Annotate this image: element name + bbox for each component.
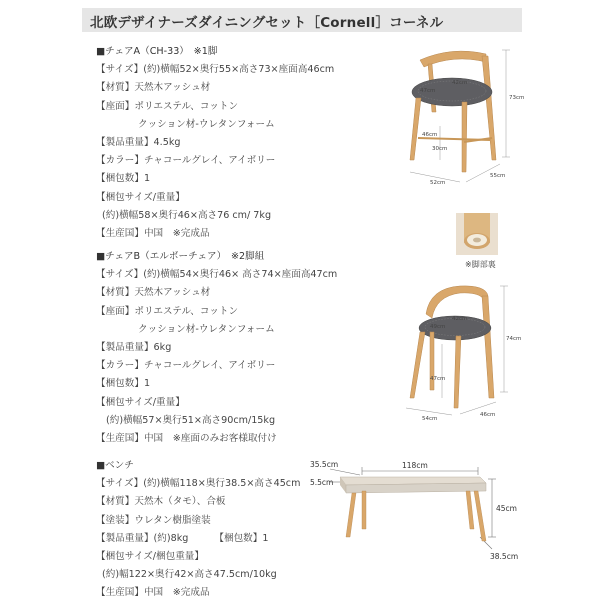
chair-a-dim-leg: 30cm (432, 146, 448, 152)
chair-b-package-size-label: 【梱包サイズ/重量】 (96, 396, 185, 408)
chair-a-heading: ■チェアA（CH-33） ※1脚 (96, 46, 218, 57)
bench-dim-top-depth: 35.5cm (310, 460, 339, 469)
chair-a-package-count: 【梱包数】1 (96, 173, 151, 185)
bench-size: 【サイズ】(約)横幅118×奥行38.5×高さ45cm (96, 478, 301, 490)
bench-package-size: (約)幅122×奥行42×高さ47.5cm/10kg (102, 569, 277, 581)
bench-weight: 【製品重量】(約)8kg (96, 532, 189, 544)
chair-a-dim-height: 73cm (509, 95, 525, 101)
title-bar (82, 8, 522, 32)
bench-finish: 【塗装】ウレタン樹脂塗装 (96, 514, 211, 526)
chair-b-package-size: (約)横幅57×奥行51×高さ90cm/15kg (106, 414, 276, 426)
chair-b-weight: 【製品重量】6kg (96, 341, 172, 353)
bench-heading: ■ベンチ (96, 460, 134, 471)
chair-a-package-size-label: 【梱包サイズ/重量】 (96, 191, 185, 203)
chair-a-cushion: クッション材-ウレタンフォーム (138, 118, 275, 130)
chair-b-dim-seat-height: 47cm (430, 376, 446, 382)
chair-a-dim-width: 52cm (430, 180, 446, 186)
chair-a-dim-seat-depth: 42cm (452, 80, 468, 86)
chair-a-dim-seat-width: 47cm (420, 88, 436, 94)
bench-diagram (310, 455, 520, 565)
chair-b-dim-depth: 46cm (480, 412, 496, 418)
bench-material: 【材質】天然木（タモ）、合板 (96, 496, 226, 508)
bench-dim-depth: 38.5cm (490, 552, 519, 561)
bench-origin: 【生産国】中国 ※完成品 (96, 587, 210, 599)
chair-a-size: 【サイズ】(約)横幅52×奥行55×高さ73×座面高46cm (96, 64, 335, 76)
chair-b-diagram (400, 280, 520, 430)
chair-b-cushion: クッション材-ウレタンフォーム (138, 323, 275, 335)
chair-b-material: 【材質】天然木アッシュ材 (96, 287, 211, 299)
chair-b-dim-seat-width: 49cm (430, 324, 446, 330)
foot-underside-caption: ※脚部裏 (465, 260, 496, 269)
chair-a-dim-depth: 55cm (490, 173, 506, 179)
foot-underside-photo (456, 213, 498, 255)
chair-b-seat: 【座面】ポリエステル、コットン (96, 305, 239, 317)
chair-a-material: 【材質】天然木アッシュ材 (96, 82, 211, 94)
chair-b-specs (96, 248, 337, 448)
chair-b-color: 【カラー】チャコールグレイ、アイボリー (96, 360, 276, 372)
chair-a-diagram (394, 42, 525, 192)
spec-sheet (82, 0, 525, 600)
chair-a-origin: 【生産国】中国 ※完成品 (96, 227, 210, 239)
chair-b-size: 【サイズ】(約)横幅54×奥行46× 高さ74×座面高47cm (96, 269, 338, 281)
page-title: 北欧デザイナーズダイニングセット［Cornell］コーネル (90, 15, 444, 31)
chair-b-dim-width: 54cm (422, 416, 438, 422)
bench-package-count: 【梱包数】1 (214, 532, 269, 544)
bench-dim-width: 118cm (402, 461, 428, 470)
chair-a-dim-seat-height: 46cm (422, 132, 438, 138)
bench-weight-row (96, 530, 300, 548)
chair-b-dim-seat-depth: 42cm (452, 316, 468, 322)
chair-b-package-count: 【梱包数】1 (96, 378, 151, 390)
chair-a-specs (96, 43, 334, 243)
chair-a-weight: 【製品重量】4.5kg (96, 136, 181, 148)
bench-dim-height: 45cm (496, 504, 517, 513)
chair-b-origin: 【生産国】中国 ※座面のみお客様取付け (96, 432, 277, 444)
chair-a-package-size: (約)横幅58×奥行46×高さ76 cm/ 7kg (102, 209, 272, 221)
chair-b-dim-height: 74cm (506, 336, 522, 342)
bench-package-size-label: 【梱包サイズ/梱包重量】 (96, 550, 204, 562)
chair-a-seat: 【座面】ポリエステル、コットン (96, 100, 239, 112)
chair-b-heading: ■チェアB（エルボーチェア） ※2脚組 (96, 251, 265, 262)
chair-a-color: 【カラー】チャコールグレイ、アイボリー (96, 155, 276, 167)
bench-specs (96, 457, 300, 603)
bench-dim-top-thickness: 5.5cm (310, 478, 334, 487)
